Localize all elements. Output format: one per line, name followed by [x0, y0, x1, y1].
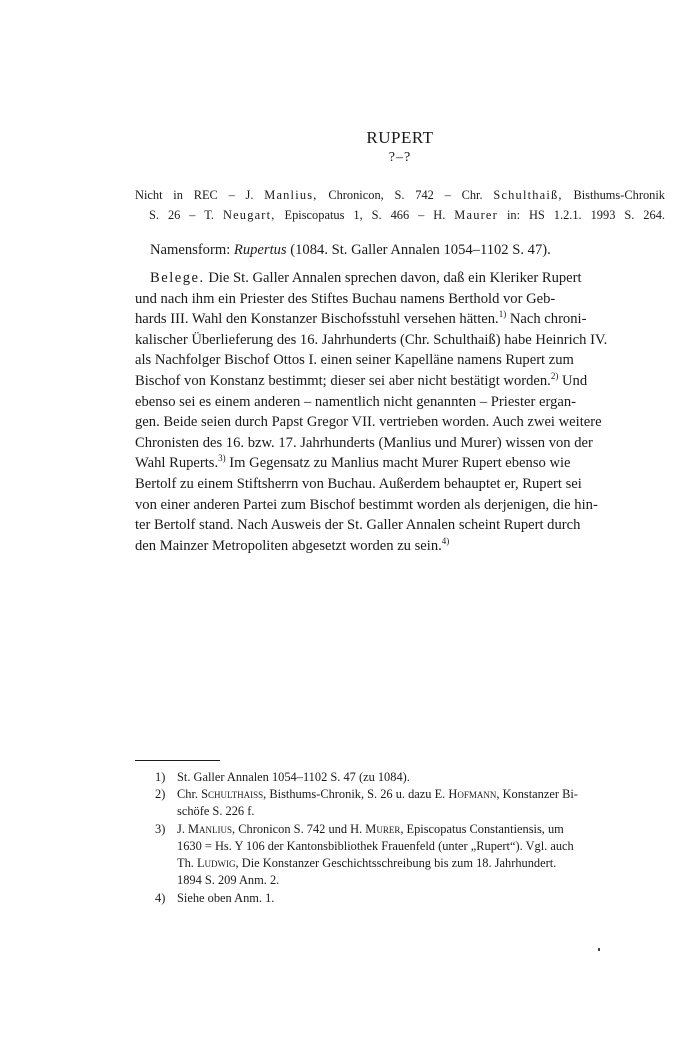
footnote-ref: 1): [498, 309, 507, 320]
belege-label: Belege.: [150, 270, 205, 286]
footnote-1: 1) St. Galler Annalen 1054–1102 S. 47 (zu 1084).: [155, 770, 410, 784]
footnote-4: 4) Siehe oben Anm. 1.: [155, 891, 275, 905]
scan-speck: [598, 948, 600, 951]
name-form: [150, 240, 670, 260]
page-title: RUPERT: [366, 128, 434, 147]
sources-line-2: S. 26 – T. Neugart, Episcopatus 1, S. 466 – H. Maurer in: HS 1.2.1. 1993 S. 264.: [149, 208, 665, 222]
footnote-divider: [135, 760, 220, 761]
footnote-ref: 4): [441, 535, 450, 546]
name-form-label: Namensform:: [150, 242, 231, 258]
page-dates: ?–?: [388, 150, 412, 165]
sources-line-1: Nicht in REC – J. Manlius, Chronicon, S. 742 – Chr. Schulthaiß, Bisthums-Chronik: [135, 188, 665, 202]
footnote-ref: 2): [550, 370, 559, 381]
sources-block: [135, 185, 665, 225]
belege-paragraph: Belege. Die St. Galler Annalen sprechen davon, daß ein Kleriker Rupert und nach ihm ein Priester des Stiftes Buchau namens Berthold vor Geb- hards III. Wahl den Konstanzer Bischofsstuhl versehen hätten.$^{1)}$ Nach chroni- kalischer Überlieferung des 16. Jahrhunderts (Chr. Schulthaiß) habe Heinrich IV. als Nachfolger Bischof Ottos I. einen seiner Kapelläne namens Rupert zum Bischof von Konstanz bestimmt; dieser sei aber nicht bestätigt worden.$^{2)}$ Und ebenso sei es einem anderen – namentlich nicht genannten – Priester ergan- gen. Beide seien durch Papst Gregor VII. vertrieben worden. Auch zwei weitere Chronisten des 16. bzw. 17. Jahrhunderts (Manlius und Murer) wissen von der Wahl Ruperts.$^{3)}$ Im Gegensatz zu Manlius macht Murer Rupert ebenso wie Bertolf zu einem Stiftsherrn von Buchau. Außerdem behauptet er, Rupert sei von einer anderen Partei zum Bischof bestimmt worden als derjenigen, die hin- ter Bertolf stand. Nach Ausweis der St. Galler Annalen scheint Rupert durch den Mainzer Metropoliten abgesetzt worden zu sein.$^{4)}$: [135, 270, 608, 554]
footnote-ref: 3): [218, 453, 226, 464]
footnote-2: 2) Chr. Schulthaiß, Bisthums-Chronik, S. 26 u. dazu E. Hofmann, Konstanzer Bi- schöfe S. 226 f.: [155, 787, 578, 818]
name-form-value: Rupertus: [233, 242, 287, 258]
name-form-detail: (1084. St. Galler Annalen 1054–1102 S. 47).: [290, 242, 551, 258]
footnote-3: 3) J. Manlius, Chronicon S. 742 und H. Murer, Episcopatus Constantiensis, um 1630 = Hs. Y 106 der Kantonsbibliothek Frauenfeld (unter „Rupert“). Vgl. auch Th. Ludwig, Die Konstanzer Geschichtsschreibung bis zum 18. Jahrhundert. 1894 S. 209 Anm. 2.: [155, 822, 574, 887]
